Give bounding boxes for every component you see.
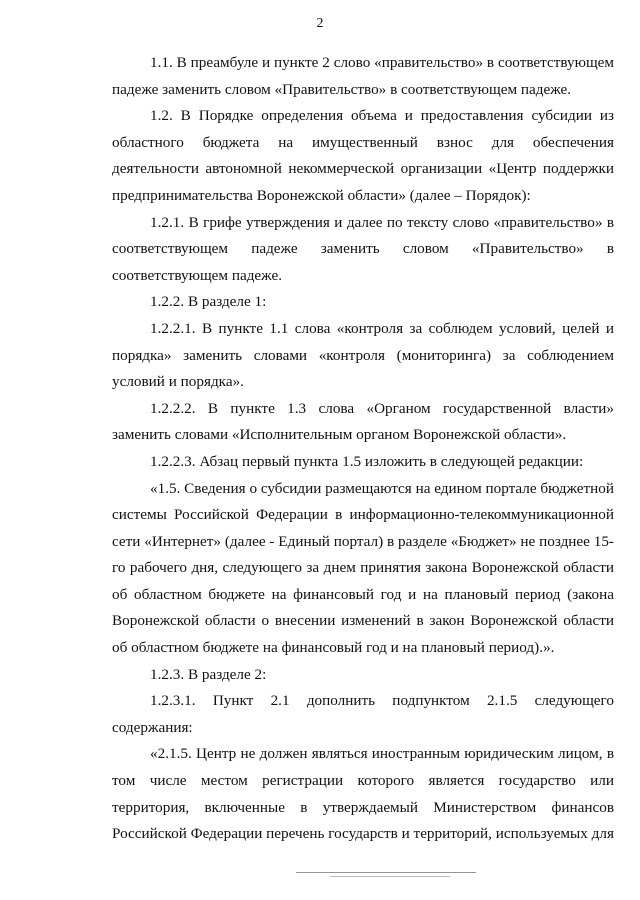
paragraph-1-1: 1.1. В преамбуле и пункте 2 слово «правительство» в соответствующем падеже заменить словом «Правительство» в соответствующем падеже. <box>112 54 614 98</box>
scan-artifact-line <box>296 872 476 873</box>
paragraph-1-2-2: 1.2.2. В разделе 1: <box>150 293 267 311</box>
paragraph-1-2-2-1: 1.2.2.1. В пункте 1.1 слова «контроля за соблюдем условий, целей и порядка» заменить словами «контроля (мониторинга) за соблюдением условий и порядка». <box>112 319 614 391</box>
quoted-paragraph-2-1-5: «2.1.5. Центр не должен являться иностранным юридическим лицом, в том числе местом регистрации которого является государство или территория, включенные в утверждаемый Министерством финансов Российской Федерации перечень государств и территорий, используемых для <box>112 745 614 843</box>
paragraph-1-2-2-3: 1.2.2.3. Абзац первый пункта 1.5 изложить в следующей редакции: <box>150 452 584 470</box>
paragraph-1-2-3-1: 1.2.3.1. Пункт 2.1 дополнить подпунктом 2.1.5 следующего содержания: <box>112 692 614 736</box>
document-body <box>112 50 614 848</box>
page-number: 2 <box>316 16 324 31</box>
paragraph-1-2: 1.2. В Порядке определения объема и предоставления субсидии из областного бюджета на имущественный взнос для обеспечения деятельности автономной некоммерческой организации «Центр поддержки предпринимательства Воронежской области» (далее – Порядок): <box>112 107 614 204</box>
scan-artifact-line <box>330 876 450 877</box>
paragraph-1-2-3: 1.2.3. В разделе 2: <box>150 665 267 683</box>
paragraph-1-2-1: 1.2.1. В грифе утверждения и далее по тексту слово «правительство» в соответствующем падеже заменить словом «Правительство» в соответствующем падеже. <box>112 213 614 284</box>
quoted-paragraph-1-5: «1.5. Сведения о субсидии размещаются на едином портале бюджетной системы Российской Федерации в информационно-телекоммуникационной сети «Интернет» (далее - Единый портал) в разделе «Бюджет» не позднее 15-го рабочего дня, следующего за днем принятия закона Воронежской области об областном бюджете на финансовый год и на плановый период (закона Воронежской области о внесении изменений в закон Воронежской области об областном бюджете на финансовый год и на плановый период).». <box>112 479 614 657</box>
paragraph-1-2-2-2: 1.2.2.2. В пункте 1.3 слова «Органом государственной власти» заменить словами «Исполнительным органом Воронежской области». <box>112 399 614 444</box>
